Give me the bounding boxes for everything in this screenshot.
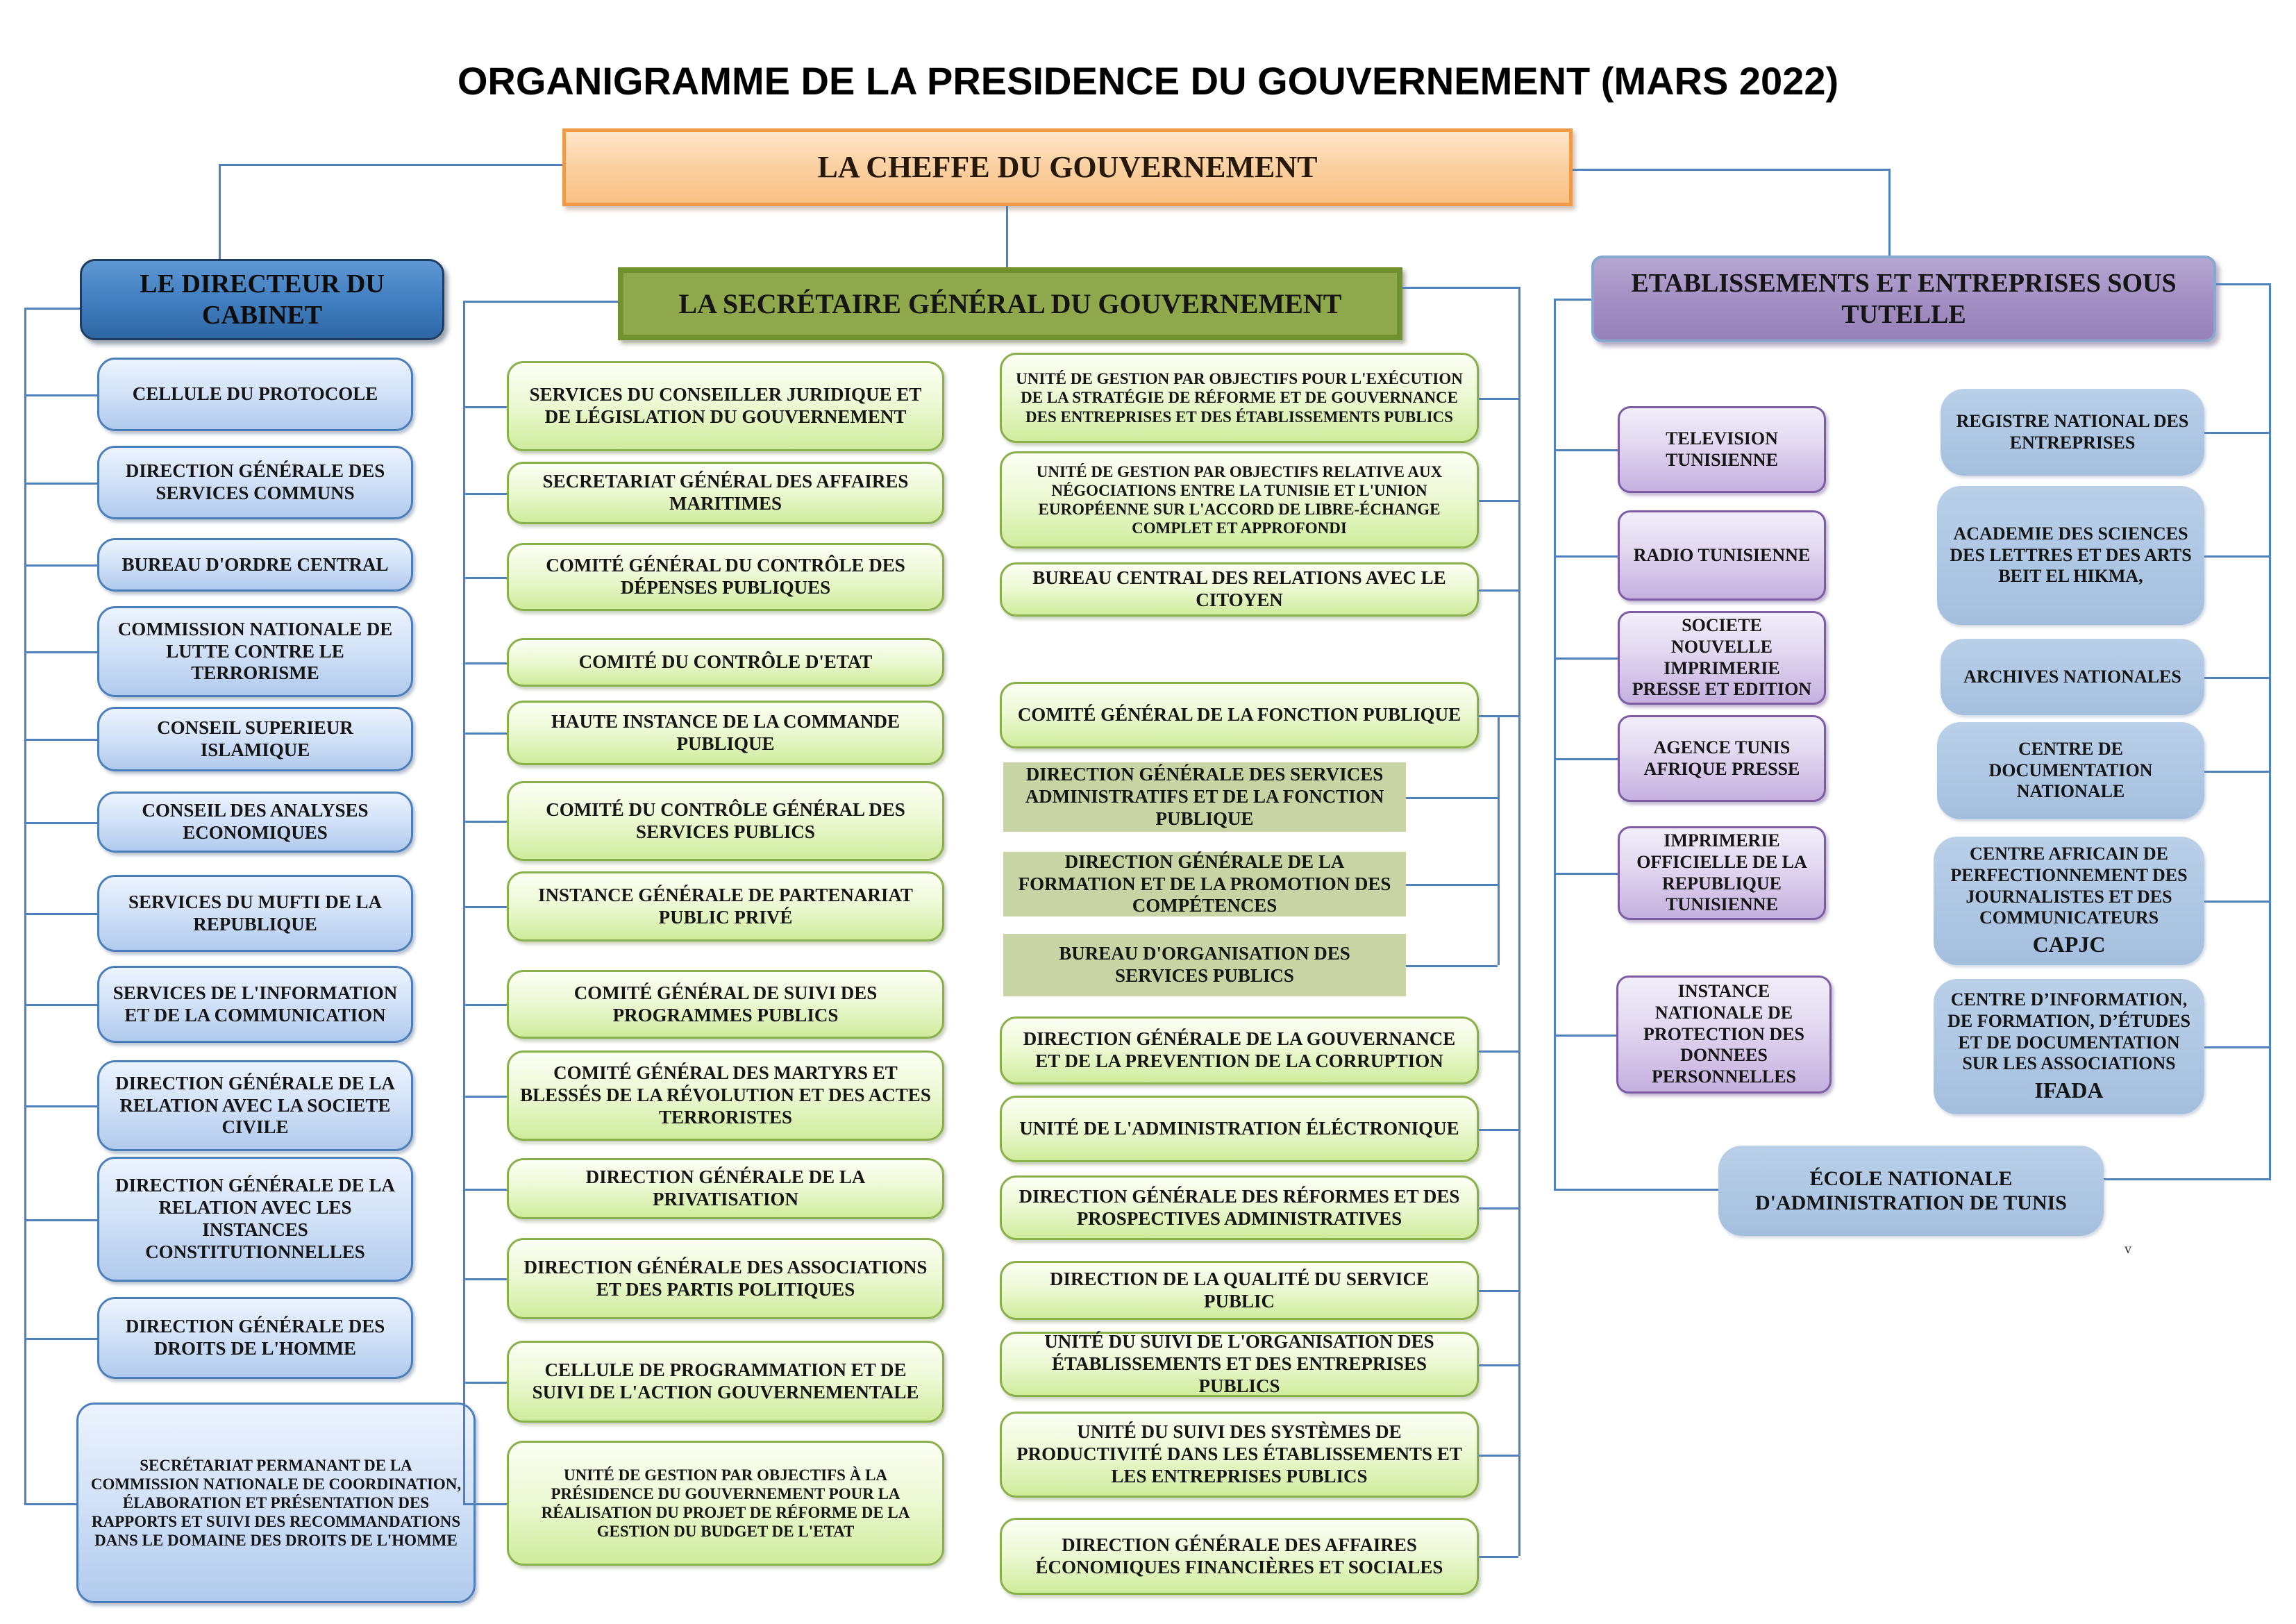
node-services-information-communication [97,966,413,1043]
connector [1479,1050,1518,1053]
node-label: DIRECTION GÉNÉRALE DES DROITS DE L'HOMME [125,1316,385,1359]
connector [1006,206,1008,267]
node-label: COMMISSION NATIONALE DE LUTTE CONTRE LE TERRORISME [117,618,393,684]
connector [463,733,507,735]
node-dg-services-administratifs-fonction-publique [1003,762,1406,832]
node-conseil-analyses-economiques [97,792,413,853]
node-services-mufti [97,875,413,952]
node-cellule-protocole [97,358,413,431]
node-sg-affaires-maritimes [507,462,944,524]
node-archives-nationales [1941,639,2204,715]
connector [463,406,507,408]
node-label: COMITÉ GÉNÉRAL DU CONTRÔLE DES DÉPENSES PUBLIQUES [546,555,905,598]
connector [463,821,507,823]
connector [463,662,507,664]
node-agence-tunis-afrique-presse [1618,715,1826,802]
node-label: HAUTE INSTANCE DE LA COMMANDE PUBLIQUE [551,710,900,754]
connector [463,577,507,579]
connector [1479,1455,1518,1457]
connector [219,164,221,260]
connector [1479,1207,1518,1209]
stray-mark: v [2125,1241,2131,1257]
connector [463,1096,507,1098]
node-label: COMITÉ GÉNÉRAL DE LA FONCTION PUBLIQUE [1017,704,1461,726]
node-label: ETABLISSEMENTS ET ENTREPRISES SOUS TUTELLE [1631,268,2177,329]
connector-subtrunk-fonction-publique [1498,715,1500,965]
connector [24,651,97,653]
connector [2204,555,2269,558]
node-comite-general-fonction-publique [1000,682,1479,748]
node-ugo-strategie-reforme-gouvernance [1000,353,1479,443]
node-label: DIRECTION GÉNÉRALE DE LA RELATION AVEC LA SOCIETE CIVILE [115,1072,395,1138]
connector [2204,771,2269,773]
connector [1554,1035,1618,1037]
connector [463,301,618,303]
node-etablissements-sous-tutelle [1591,256,2216,342]
connector [24,394,97,396]
connector [24,1219,97,1221]
node-label: SECRETARIAT GÉNÉRAL DES AFFAIRES MARITIMES [542,471,909,514]
node-imprimerie-officielle-republique [1618,826,1826,920]
node-label: DIRECTION GÉNÉRALE DE LA FORMATION ET DE LA PROMOTION DES COMPÉTENCES [1018,851,1391,916]
node-label: DIRECTION GÉNÉRALE DES SERVICES COMMUNS [125,460,385,503]
connector [1479,398,1518,400]
node-label: CONSEIL DES ANALYSES ECONOMIQUES [142,800,369,843]
node-unite-suivi-systemes-productivite [1000,1412,1479,1498]
node-dg-reformes-prospectives-administratives [1000,1175,1479,1240]
node-secretaire-general-gouvernement [618,267,1402,340]
connector [463,1503,507,1505]
connector [1573,169,1888,171]
connector [219,164,562,166]
node-instance-partenariat-public-prive [507,871,944,941]
connector [24,1503,76,1505]
node-label: CENTRE DE DOCUMENTATION NATIONALE [1988,738,2153,802]
node-ifada [1934,979,2204,1114]
connector [24,739,97,741]
connector [24,1105,97,1107]
connector-trunk-tutelle-left [1554,299,1556,1189]
node-dg-privatisation [507,1158,944,1219]
node-label: UNITÉ DE GESTION PAR OBJECTIFS À LA PRÉSIDENCE DU GOUVERNEMENT POUR LA RÉALISATION DU PROJET DE RÉFORME DE LA GESTION DU BUDGET DE L'ETAT [541,1466,910,1541]
node-secretariat-permanant-droits-homme [76,1403,476,1603]
node-bureau-central-relations-citoyen [1000,562,1479,617]
connector [2204,1046,2269,1048]
node-label: SOCIETE NOUVELLE IMPRIMERIE PRESSE ET EDITION [1632,615,1812,700]
connector [1479,500,1518,502]
node-academie-beit-el-hikma [1937,486,2204,625]
node-direction-qualite-service-public [1000,1261,1479,1320]
node-label: DIRECTION DE LA QUALITÉ DU SERVICE PUBLIC [1050,1268,1429,1312]
connector [2204,432,2269,434]
node-label: DIRECTION GÉNÉRALE DE LA RELATION AVEC LES INSTANCES CONSTITUTIONNELLES [115,1175,395,1262]
node-label: CENTRE D’INFORMATION, DE FORMATION, D’ÉTUDES ET DE DOCUMENTATION SUR LES ASSOCIATIONS [1947,989,2190,1074]
node-label: COMITÉ GÉNÉRAL DE SUIVI DES PROGRAMMES PUBLICS [573,982,878,1026]
node-unite-administration-electronique [1000,1096,1479,1162]
node-cellule-programmation-suivi-action [507,1341,944,1423]
node-comite-controle-general-services-publics [507,781,944,861]
node-label: CONSEIL SUPERIEUR ISLAMIQUE [157,717,353,760]
node-conseiller-juridique-legislation [507,361,944,451]
connector [1554,555,1618,558]
connector [1554,873,1618,875]
node-label: SERVICES DE L'INFORMATION ET DE LA COMMUNICATION [112,982,398,1026]
node-label: BUREAU CENTRAL DES RELATIONS AVEC LE CITOYEN [1032,567,1446,610]
node-label: SERVICES DU CONSEILLER JURIDIQUE ET DE LÉGISLATION DU GOUVERNEMENT [529,384,922,427]
connector [1479,1364,1518,1366]
node-ugo-reforme-budget-etat [507,1441,944,1566]
node-label: UNITÉ DU SUIVI DE L'ORGANISATION DES ÉTABLISSEMENTS ET DES ENTREPRISES PUBLICS [1044,1331,1434,1396]
node-label: COMITÉ DU CONTRÔLE D'ETAT [578,651,873,673]
connector-trunk-sg-right [1518,287,1520,1556]
connector [24,913,97,915]
node-label: SERVICES DU MUFTI DE LA REPUBLIQUE [128,891,383,935]
node-dg-relation-societe-civile [97,1060,413,1151]
connector [1479,1290,1518,1292]
connector [463,1278,507,1280]
node-label: AGENCE TUNIS AFRIQUE PRESSE [1643,737,1800,779]
connector [24,308,80,310]
node-label: CENTRE AFRICAIN DE PERFECTIONNEMENT DES JOURNALISTES ET DES COMMUNICATEURS [1950,844,2188,928]
node-dg-relation-instances-constitutionnelles [97,1157,413,1282]
connector [24,483,97,485]
page-title: ORGANIGRAMME DE LA PRESIDENCE DU GOUVERNEMENT (MARS 2022) [457,59,1839,103]
node-directeur-du-cabinet [80,259,444,340]
node-label: BUREAU D'ORGANISATION DES SERVICES PUBLICS [1059,943,1350,986]
connector [1402,287,1518,289]
connector [463,906,507,908]
node-capjc [1934,837,2204,965]
node-registre-national-entreprises [1941,389,2204,476]
connector [1888,169,1891,256]
node-label: UNITÉ DU SUIVI DES SYSTÈMES DE PRODUCTIVITÉ DANS LES ÉTABLISSEMENTS ET LES ENTREPRISES PUBLICS [1016,1421,1462,1487]
node-societe-nouvelle-imprimerie-presse [1618,611,1826,705]
node-comite-suivi-programmes-publics [507,970,944,1039]
node-label: DIRECTION GÉNÉRALE DE LA PRIVATISATION [585,1166,866,1209]
connector [1554,758,1618,760]
connector [463,1189,507,1191]
connector-trunk-cabinet [24,308,26,1503]
node-dg-services-communs [97,446,413,519]
node-label: RADIO TUNISIENNE [1633,544,1811,565]
connector [1406,797,1498,799]
node-radio-tunisienne [1618,510,1826,601]
node-label: DIRECTION GÉNÉRALE DES AFFAIRES ÉCONOMIQUES FINANCIÈRES ET SOCIALES [1035,1534,1443,1577]
node-dg-formation-promotion-competences [1003,852,1406,916]
node-label: INSTANCE GÉNÉRALE DE PARTENARIAT PUBLIC PRIVÉ [538,884,913,928]
node-bureau-organisation-services-publics [1003,934,1406,996]
connector [1406,965,1498,967]
node-label: UNITÉ DE GESTION PAR OBJECTIFS RELATIVE AUX NÉGOCIATIONS ENTRE LA TUNISIE ET L'UNION EUROPÉENNE SUR L'ACCORD DE LIBRE-ÉCHANGE COMPLET ET APPROFONDI [1036,462,1443,537]
node-haute-instance-commande-publique [507,701,944,765]
node-label: LE DIRECTEUR DU CABINET [140,269,385,330]
node-label: DIRECTION GÉNÉRALE DES RÉFORMES ET DES PROSPECTIVES ADMINISTRATIVES [1019,1185,1460,1229]
node-label: ACADEMIE DES SCIENCES DES LETTRES ET DES ARTS BEIT EL HIKMA, [1950,523,2192,587]
node-acronym: IFADA [2034,1077,2104,1103]
connector [2204,677,2269,679]
node-unite-suivi-organisation-etablissements [1000,1332,1479,1397]
node-bureau-ordre-central [97,538,413,592]
node-label: ARCHIVES NATIONALES [1963,666,2181,687]
node-label: IMPRIMERIE OFFICIELLE DE LA REPUBLIQUE TUNISIENNE [1636,830,1807,915]
connector [1406,884,1498,886]
node-label: CELLULE DU PROTOCOLE [132,383,378,405]
node-label: LA CHEFFE DU GOUVERNEMENT [817,150,1318,185]
connector [463,1382,507,1384]
node-comite-controle-etat [507,638,944,687]
node-label: UNITÉ DE GESTION PAR OBJECTIFS POUR L'EXÉCUTION DE LA STRATÉGIE DE RÉFORME ET DE GOUVERNANCE DES ENTREPRISES ET DES ÉTABLISSEMENTS PUBLICS [1016,370,1463,426]
node-label: DIRECTION GÉNÉRALE DE LA GOUVERNANCE ET DE LA PREVENTION DE LA CORRUPTION [1023,1028,1456,1071]
connector [1479,1556,1518,1558]
node-conseil-superieur-islamique [97,707,413,771]
connector-trunk-tutelle-right [2269,283,2271,1180]
node-comite-martyrs-blesses-revolution [507,1050,944,1141]
node-label: REGISTRE NATIONAL DES ENTREPRISES [1956,410,2189,453]
connector [24,564,97,567]
node-dg-gouvernance-prevention-corruption [1000,1016,1479,1085]
node-ugo-negociations-tunisie-ue [1000,451,1479,549]
connector [24,1004,97,1006]
node-television-tunisienne [1618,406,1826,493]
connector [1554,1189,1718,1191]
connector [1554,658,1618,660]
connector [24,1338,97,1340]
node-dg-associations-partis-politiques [507,1238,944,1319]
connector [463,1004,507,1006]
connector [2204,901,2269,903]
connector [1479,589,1518,592]
node-label: UNITÉ DE L'ADMINISTRATION ÉLÉCTRONIQUE [1019,1118,1459,1139]
node-cheffe-du-gouvernement [562,128,1573,206]
node-acronym: CAPJC [2032,931,2106,957]
node-label: LA SECRÉTAIRE GÉNÉRAL DU GOUVERNEMENT [678,287,1342,319]
node-label: COMITÉ GÉNÉRAL DES MARTYRS ET BLESSÉS DE LA RÉVOLUTION ET DES ACTES TERRORISTES [520,1062,931,1128]
node-dg-droits-homme [97,1297,413,1379]
node-comite-controle-depenses-publiques [507,543,944,611]
node-label: SECRÉTARIAT PERMANANT DE LA COMMISSION NATIONALE DE COORDINATION, ÉLABORATION ET PRÉSENTATION DES RAPPORTS ET SUIVI DES RECOMMANDATIONS DANS LE DOMAINE DES DROITS DE L'HOMME [90,1456,462,1550]
node-label: INSTANCE NATIONALE DE PROTECTION DES DONNEES PERSONNELLES [1643,981,1804,1087]
node-commission-lutte-terrorisme [97,606,413,697]
node-label: BUREAU D'ORDRE CENTRAL [121,553,389,575]
node-label: DIRECTION GÉNÉRALE DES ASSOCIATIONS ET DES PARTIS POLITIQUES [523,1256,928,1300]
node-label: TELEVISION TUNISIENNE [1666,428,1778,470]
connector [2216,283,2269,285]
connector [1554,449,1618,451]
node-label: COMITÉ DU CONTRÔLE GÉNÉRAL DES SERVICES PUBLICS [546,798,905,842]
node-ecole-nationale-administration [1718,1146,2104,1236]
node-dg-affaires-economiques-financieres-sociales [1000,1518,1479,1595]
node-centre-documentation-nationale [1937,722,2204,819]
node-instance-protection-donnees-personnelles [1616,976,1832,1094]
node-label: ÉCOLE NATIONALE D'ADMINISTRATION DE TUNIS [1755,1166,2067,1214]
connector [2104,1178,2269,1180]
connector [1479,1129,1518,1131]
node-label: CELLULE DE PROGRAMMATION ET DE SUIVI DE L'ACTION GOUVERNEMENTALE [532,1359,919,1403]
connector [1554,299,1591,301]
connector [24,822,97,824]
node-label: DIRECTION GÉNÉRALE DES SERVICES ADMINISTRATIFS ET DE LA FONCTION PUBLIQUE [1025,764,1384,829]
connector-trunk-sg-left [463,301,465,1503]
connector [463,493,507,495]
